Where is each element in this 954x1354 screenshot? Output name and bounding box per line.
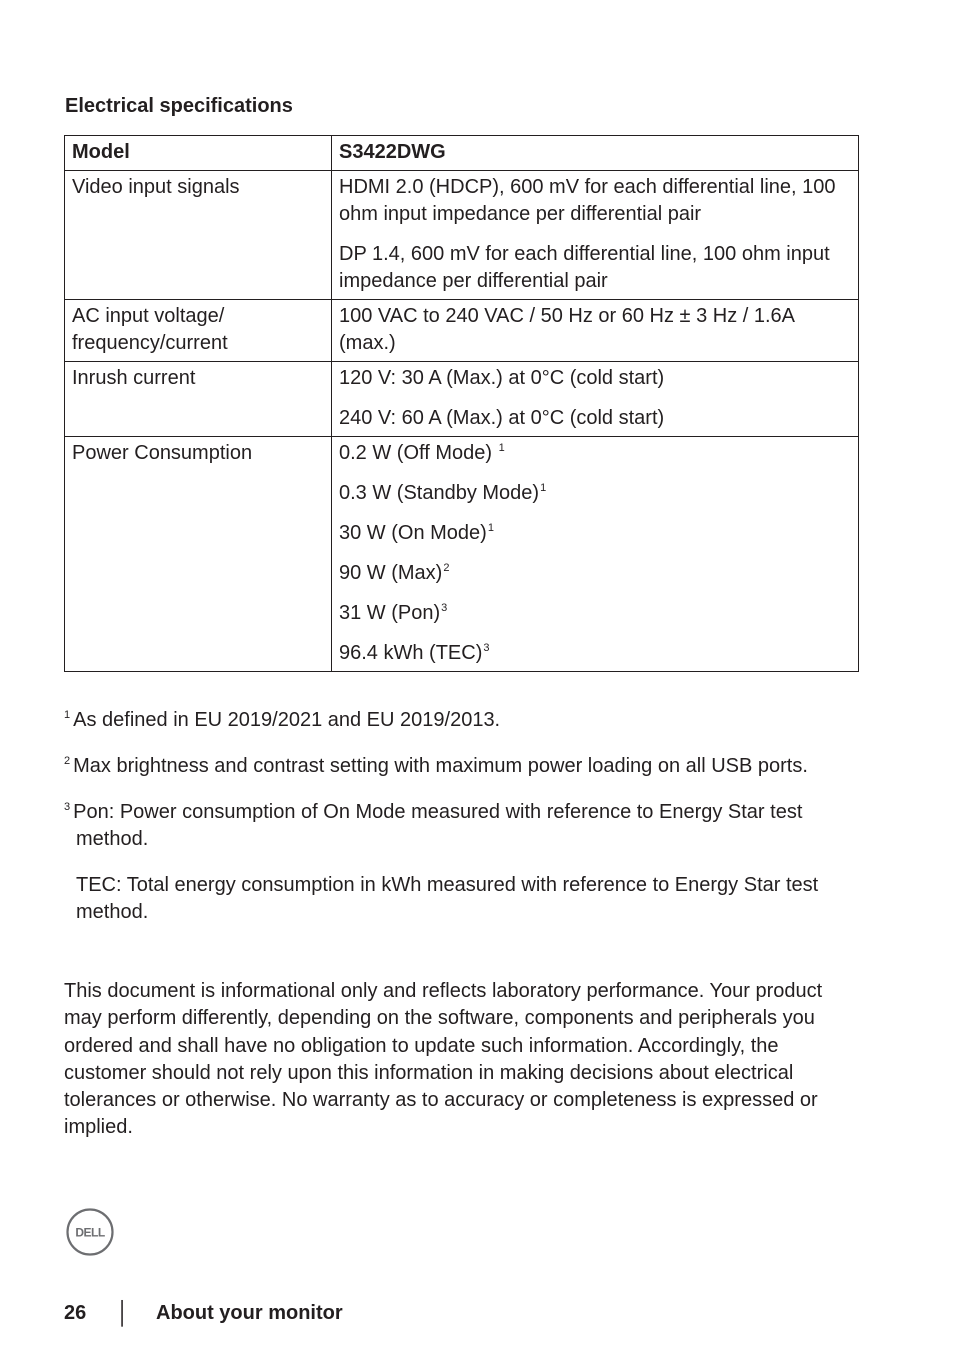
spec-value-line: [339, 405, 851, 432]
spec-value-line: [339, 640, 851, 667]
footnote-3: [64, 799, 844, 853]
footnote-2: [64, 753, 844, 780]
footer-separator: │: [116, 1300, 130, 1325]
footer-section-title: About your monitor: [156, 1301, 343, 1324]
spec-value-text: 240 V: 60 A (Max.) at 0°C (cold start): [339, 407, 665, 429]
table-row: [65, 362, 859, 437]
table-header-row: [65, 136, 859, 171]
footnote-text: Max brightness and contrast setting with maximum power loading on all USB ports.: [73, 755, 808, 777]
spec-value-line: [339, 480, 851, 507]
spec-table-body: [65, 171, 859, 672]
spec-value-text: 100 VAC to 240 VAC / 50 Hz or 60 Hz ± 3 Hz / 1.6A (max.): [339, 305, 794, 354]
spec-value: [332, 362, 859, 437]
footnote-reference: 1: [498, 442, 505, 455]
spec-value-text: 0.3 W (Standby Mode): [339, 482, 540, 504]
footnote-reference: 3: [483, 642, 490, 655]
dell-logo-text: DELL: [75, 1225, 105, 1240]
footnote-mark: 2: [64, 755, 71, 768]
spec-value-text: 96.4 kWh (TEC): [339, 642, 483, 664]
footnote-text: As defined in EU 2019/2021 and EU 2019/2013.: [73, 709, 501, 731]
spec-label: Video input signals: [65, 171, 332, 300]
table-row: [65, 171, 859, 300]
footnote-mark: 1: [64, 709, 71, 722]
spec-value-text: DP 1.4, 600 mV for each differential line, 100 ohm input impedance per differential pair: [339, 243, 830, 292]
spec-value: [332, 437, 859, 672]
footnote-reference: 3: [441, 602, 448, 615]
table-row: [65, 437, 859, 672]
spec-value-text: 31 W (Pon): [339, 602, 441, 624]
footnote-reference: 1: [487, 522, 494, 535]
dell-logo: [66, 1208, 114, 1256]
spec-value-line: [339, 241, 851, 295]
page-footer: [64, 1300, 343, 1326]
footnote-text: TEC: Total energy consumption in kWh measured with reference to Energy Star test method.: [76, 874, 819, 923]
spec-value-line: [339, 440, 851, 467]
footnote-reference: 2: [443, 562, 450, 575]
spec-value-text: HDMI 2.0 (HDCP), 600 mV for each differential line, 100 ohm input impedance per differential pair: [339, 176, 836, 225]
spec-label: AC input voltage/ frequency/current: [65, 300, 332, 362]
spec-value-text: 30 W (On Mode): [339, 522, 487, 544]
footnote-mark: 3: [64, 801, 71, 814]
spec-value-line: [339, 560, 851, 587]
footnote-reference: 1: [540, 482, 547, 495]
disclaimer-paragraph: This document is informational only and reflects laboratory performance. Your product may perform differently, depending on the software, components and peripherals you ordered and shall have no obligation to update such information. Accordingly, the customer should not rely upon this information in making decisions about electrical tolerances or otherwise. No warranty as to accuracy or completeness is expressed or implied.: [64, 980, 823, 1139]
spec-value-text: 120 V: 30 A (Max.) at 0°C (cold start): [339, 367, 665, 389]
spec-value: [332, 300, 859, 362]
footnote-1: [64, 707, 844, 734]
spec-value-text: 0.2 W (Off Mode): [339, 442, 498, 464]
header-model: Model: [65, 136, 332, 171]
spec-label: Power Consumption: [65, 437, 332, 672]
page-number: 26: [64, 1301, 87, 1324]
footnote-text: Pon: Power consumption of On Mode measured with reference to Energy Star test method.: [73, 801, 803, 850]
spec-value-line: [339, 174, 851, 228]
footnotes: [64, 707, 844, 945]
footnote-3-continued: [64, 872, 844, 926]
header-model-value: S3422DWG: [332, 136, 859, 171]
spec-value: [332, 171, 859, 300]
spec-label: Inrush current: [65, 362, 332, 437]
table-row: [65, 300, 859, 362]
spec-value-line: [339, 600, 851, 627]
spec-value-text: 90 W (Max): [339, 562, 443, 584]
spec-value-line: [339, 303, 851, 357]
section-title: Electrical specifications: [65, 95, 293, 117]
spec-table: [64, 135, 859, 672]
spec-value-line: [339, 520, 851, 547]
spec-value-line: [339, 365, 851, 392]
